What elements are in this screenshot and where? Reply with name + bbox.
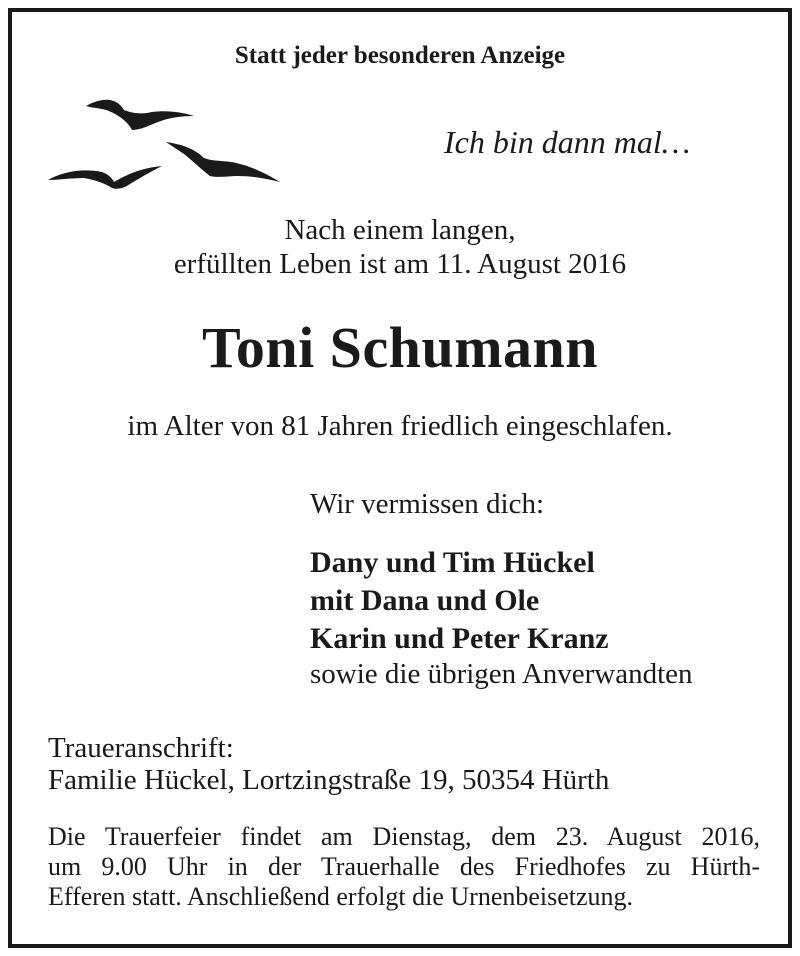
age-line: im Alter von 81 Jahren friedlich eingeschlafen.	[127, 410, 673, 442]
mourner-line: Karin und Peter Kranz	[310, 622, 609, 655]
other-relatives-line: sowie die übrigen Anverwandten	[310, 658, 693, 690]
bird-icon-top	[86, 100, 194, 130]
motto: Ich bin dann mal…	[444, 124, 691, 160]
mourner-line: mit Dana und Ole	[310, 584, 540, 617]
bird-icon-middle	[166, 142, 280, 182]
mourning-address: Familie Hückel, Lortzingstraße 19, 50354 Hürth	[48, 764, 610, 796]
service-line: Efferen statt. Anschließend erfolgt die Urnenbeisetzung.	[48, 882, 634, 911]
notice-header: Statt jeder besonderen Anzeige	[234, 42, 566, 69]
intro-line: erfüllten Leben ist am 11. August 2016	[173, 248, 627, 280]
service-line: Die Trauerfeier findet am Dienstag, dem 23. August 2016,	[48, 822, 760, 851]
service-line: um 9.00 Uhr in der Trauerhalle des Friedhofes zu Hürth-	[48, 852, 760, 881]
intro-line: Nach einem langen,	[284, 214, 516, 246]
address-label: Traueranschrift:	[48, 732, 234, 764]
mourner-line: Dany und Tim Hückel	[310, 546, 595, 579]
deceased-name: Toni Schumann	[201, 315, 599, 380]
bird-icon-bottom	[48, 166, 162, 189]
flying-birds-icon	[44, 92, 280, 192]
miss-line: Wir vermissen dich:	[310, 488, 544, 520]
